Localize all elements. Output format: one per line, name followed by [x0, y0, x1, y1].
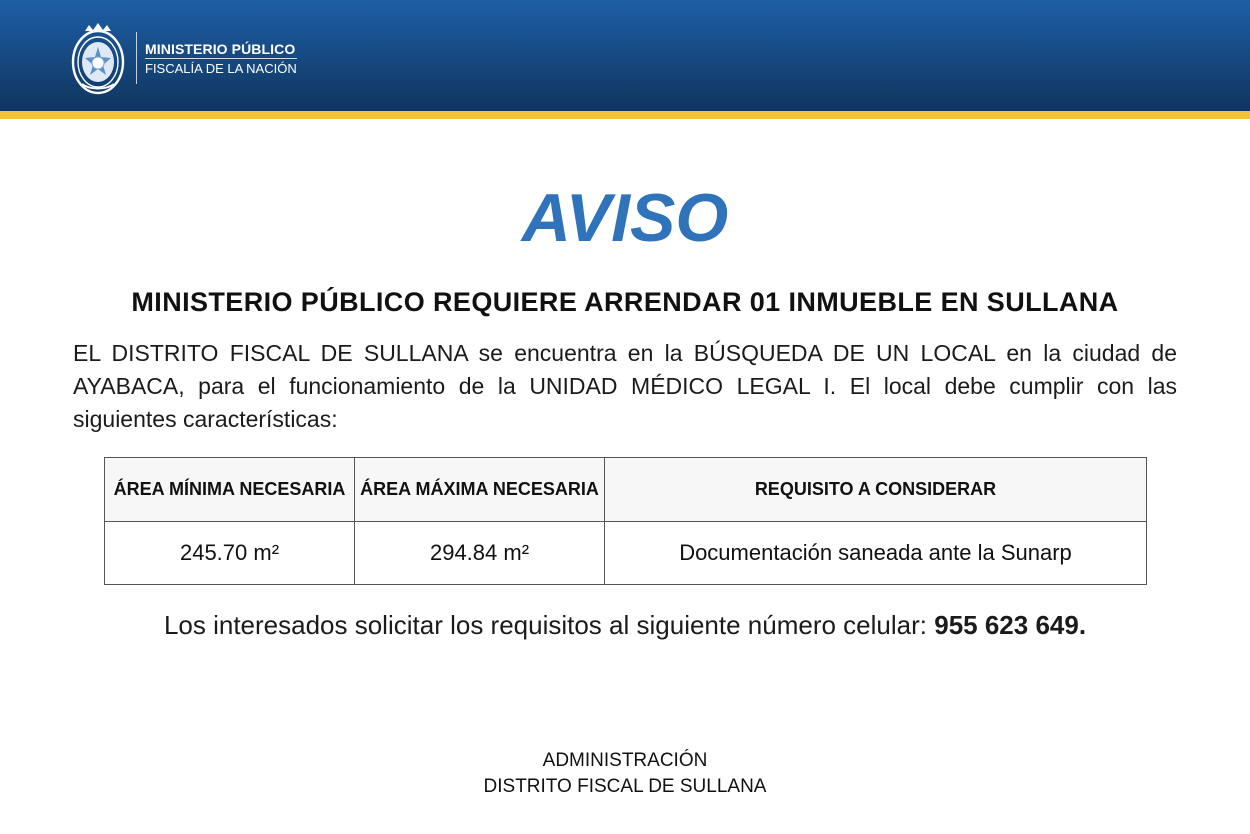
header-max-area: ÁREA MÁXIMA NECESARIA	[355, 458, 605, 522]
brand-divider	[136, 32, 137, 84]
ministerio-publico-seal-icon	[68, 18, 128, 98]
table-row	[105, 522, 1147, 585]
brand-subtitle: FISCALÍA DE LA NACIÓN	[145, 60, 297, 76]
notice-headline: MINISTERIO PÚBLICO REQUIERE ARRENDAR 01 INMUEBLE EN SULLANA	[131, 287, 1119, 317]
cell-max-area: 294.84 m²	[355, 522, 605, 585]
brand-logo	[68, 18, 297, 98]
header-min-area: ÁREA MÍNIMA NECESARIA	[105, 458, 355, 522]
brand-text	[145, 42, 297, 75]
notice-body: EL DISTRITO FISCAL DE SULLANA se encuentra en la BÚSQUEDA DE UN LOCAL en la ciudad de AYABACA, para el funcionamiento de la UNIDAD MÉDICO LEGAL I. El local debe cumplir con las siguientes características:	[73, 340, 1177, 432]
header-bar	[0, 0, 1250, 119]
notice-title: AVISO	[521, 180, 729, 256]
table-header-row	[105, 458, 1147, 522]
header-requirement: REQUISITO A CONSIDERAR	[605, 458, 1147, 522]
footer-department: ADMINISTRACIÓN	[542, 750, 708, 771]
cell-min-area: 245.70 m²	[105, 522, 355, 585]
cell-requirement: Documentación saneada ante la Sunarp	[605, 522, 1147, 585]
footer-district: DISTRITO FISCAL DE SULLANA	[483, 776, 767, 797]
footer-signature	[0, 748, 1250, 800]
contact-line	[0, 610, 1250, 641]
requirements-table	[104, 457, 1147, 585]
contact-phone: 955 623 649.	[934, 610, 1087, 640]
contact-text: Los interesados solicitar los requisitos al siguiente número celular:	[163, 610, 927, 640]
brand-title: MINISTERIO PÚBLICO	[145, 40, 296, 57]
